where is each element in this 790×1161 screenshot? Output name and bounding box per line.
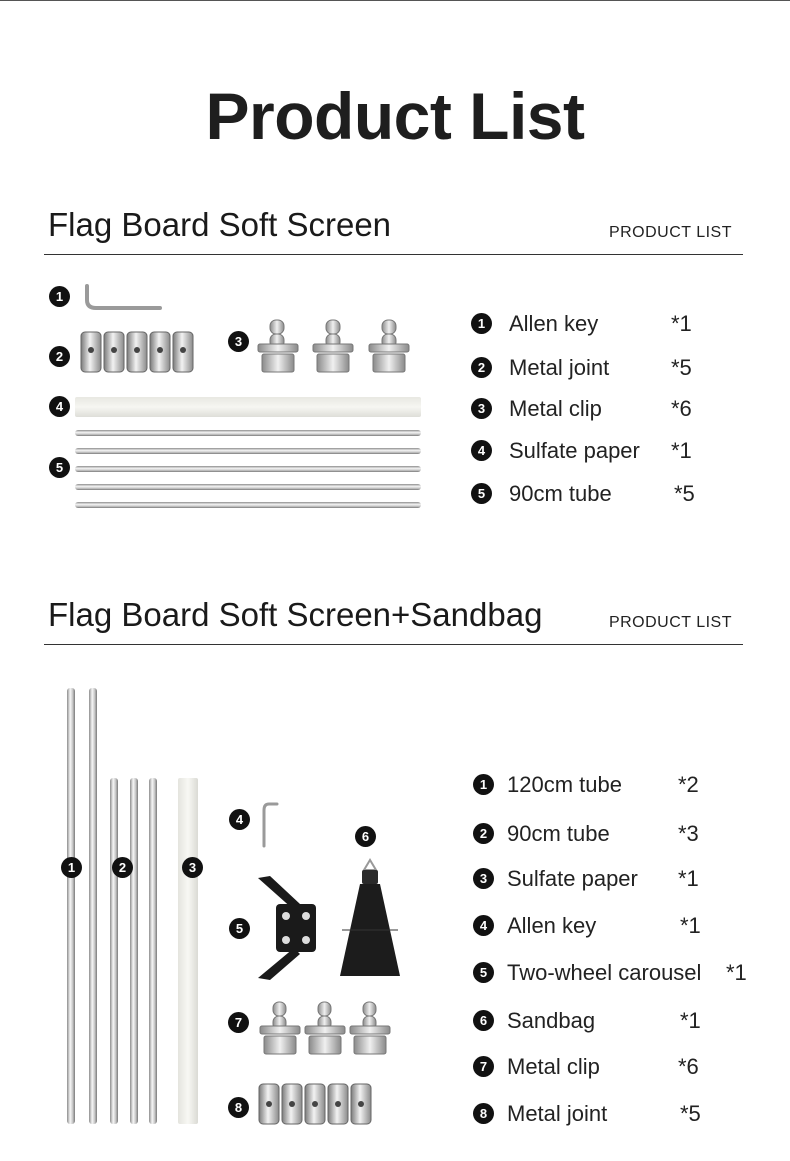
item-label: 120cm tube	[507, 772, 622, 797]
section-2-tag: PRODUCT LIST	[608, 614, 732, 631]
allen-key-icon	[260, 802, 284, 850]
item-number: 1	[473, 774, 494, 795]
photo-label-sulfate-paper: 3	[182, 857, 203, 878]
photo-label-metal-joint: 2	[49, 346, 70, 367]
top-border	[0, 0, 790, 1]
item-number: 3	[471, 398, 492, 419]
metal-clips-icon	[256, 318, 416, 374]
item-label: Metal joint	[509, 355, 610, 380]
photo-label-metal-joint: 8	[228, 1097, 249, 1118]
item-label: Metal joint	[507, 1101, 608, 1126]
item-number: 7	[473, 1056, 494, 1077]
photo-label-metal-clip: 7	[228, 1012, 249, 1033]
item-label: Sulfate paper	[507, 866, 638, 891]
section-1-tag: PRODUCT LIST	[608, 224, 732, 241]
photo-label-allen-key: 1	[49, 286, 70, 307]
item-label: Allen key	[509, 311, 599, 336]
photo-label-sandbag: 6	[355, 826, 376, 847]
item-label: Metal clip	[507, 1054, 600, 1079]
item-number: 6	[473, 1010, 494, 1031]
photo-label-metal-clip: 3	[228, 331, 249, 352]
item-number: 8	[473, 1103, 494, 1124]
allen-key-icon	[84, 284, 164, 314]
photo-label-carousel: 5	[229, 918, 250, 939]
item-quantity: *6	[678, 1054, 699, 1079]
photo-label-120cm-tube: 1	[61, 857, 82, 878]
item-quantity: *6	[671, 396, 692, 421]
item-label: Sandbag	[507, 1008, 596, 1033]
page-title: Product List	[205, 79, 585, 153]
sulfate-paper-roll-icon	[75, 397, 421, 417]
sulfate-paper-roll-icon	[178, 778, 198, 1124]
photo-label-allen-key: 4	[229, 809, 250, 830]
item-label: 90cm tube	[507, 821, 610, 846]
metal-joints-icon	[258, 1082, 374, 1126]
item-quantity: *1	[671, 311, 692, 336]
item-quantity: *5	[671, 355, 692, 380]
item-quantity: *1	[678, 866, 699, 891]
section-2-divider	[44, 644, 743, 645]
item-number: 2	[471, 357, 492, 378]
section-1-divider	[44, 254, 743, 255]
item-label: 90cm tube	[509, 481, 612, 506]
item-quantity: *5	[674, 481, 695, 506]
item-number: 3	[473, 868, 494, 889]
item-quantity: *1	[680, 913, 701, 938]
metal-joints-icon	[80, 330, 198, 374]
two-wheel-carousel-icon	[256, 874, 320, 982]
item-label: Metal clip	[509, 396, 602, 421]
item-quantity: *1	[726, 960, 747, 985]
photo-label-tube: 5	[49, 457, 70, 478]
item-quantity: *5	[680, 1101, 701, 1126]
photo-label-90cm-tube: 2	[112, 857, 133, 878]
item-label: Two-wheel carousel	[507, 960, 702, 985]
item-quantity: *1	[680, 1008, 701, 1033]
metal-clips-icon	[258, 1000, 394, 1056]
section-2-title: Flag Board Soft Screen+Sandbag	[48, 596, 543, 633]
sandbag-icon	[336, 858, 404, 982]
item-label: Allen key	[507, 913, 597, 938]
item-number: 4	[471, 440, 492, 461]
item-label: Sulfate paper	[509, 438, 640, 463]
item-number: 1	[471, 313, 492, 334]
item-number: 5	[473, 962, 494, 983]
item-number: 5	[471, 483, 492, 504]
item-quantity: *1	[671, 438, 692, 463]
photo-label-sulfate-paper: 4	[49, 396, 70, 417]
item-number: 2	[473, 823, 494, 844]
item-quantity: *2	[678, 772, 699, 797]
section-1-title: Flag Board Soft Screen	[48, 206, 392, 243]
item-number: 4	[473, 915, 494, 936]
item-quantity: *3	[678, 821, 699, 846]
